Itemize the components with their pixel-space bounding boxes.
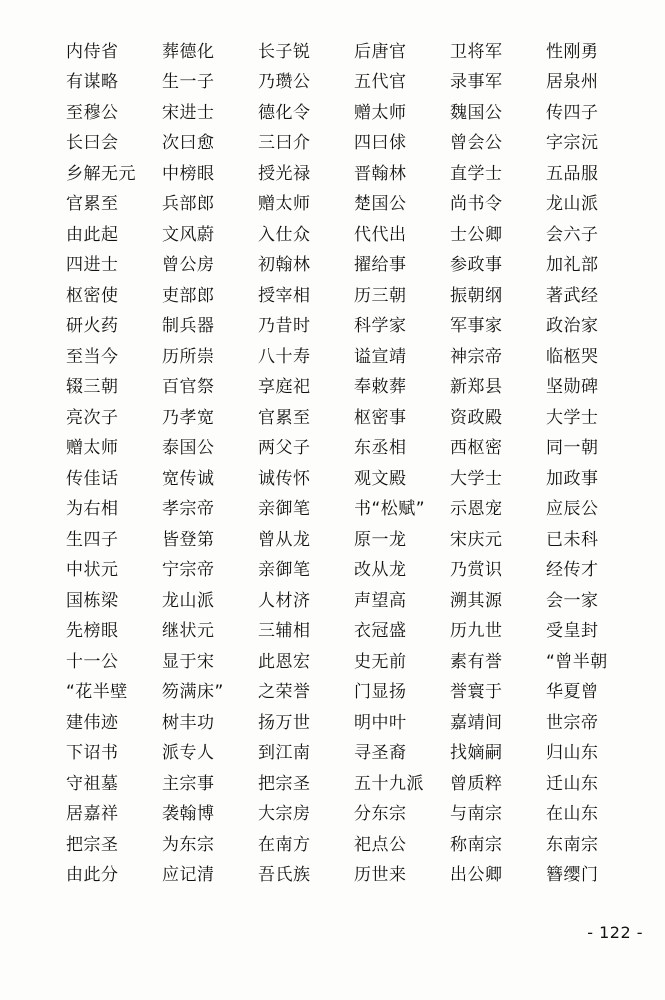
- verse-phrase: 孝宗帝: [162, 499, 215, 520]
- verse-phrase: 大学士: [546, 407, 599, 428]
- verse-phrase: 赠太师: [258, 194, 311, 215]
- verse-phrase: 世宗帝: [546, 712, 599, 733]
- verse-row: [66, 281, 626, 312]
- verse-phrase: 把宗圣: [66, 834, 119, 855]
- verse-phrase: 龙山派: [546, 194, 599, 215]
- verse-phrase: 溯其源: [450, 590, 503, 611]
- verse-phrase: 长曰会: [66, 133, 119, 154]
- verse-phrase: 性刚勇: [546, 41, 599, 62]
- verse-phrase: 葬德化: [162, 41, 215, 62]
- verse-phrase: 归山东: [546, 743, 599, 764]
- verse-phrase: 长子锐: [258, 41, 311, 62]
- verse-phrase: 中榜眼: [162, 163, 215, 184]
- verse-phrase: 同一朝: [546, 438, 599, 459]
- verse-phrase: 四进士: [66, 255, 119, 276]
- verse-phrase: 辍三朝: [66, 377, 119, 398]
- verse-row: [66, 251, 626, 282]
- verse-row: [66, 861, 626, 892]
- verse-phrase: 诚传怀: [258, 468, 311, 489]
- verse-phrase: 赠太师: [66, 438, 119, 459]
- verse-phrase: 祀点公: [354, 834, 407, 855]
- verse-phrase: 分东宗: [354, 804, 407, 825]
- verse-row: [66, 800, 626, 831]
- verse-phrase: 吾氏族: [258, 865, 311, 886]
- verse-phrase: 生一子: [162, 72, 215, 93]
- verse-row: [66, 556, 626, 587]
- verse-phrase: 三辅相: [258, 621, 311, 642]
- verse-phrase: 原一龙: [354, 529, 407, 550]
- verse-phrase: 迁山东: [546, 773, 599, 794]
- verse-phrase: 改从龙: [354, 560, 407, 581]
- verse-phrase: 已未科: [546, 529, 599, 550]
- verse-phrase: 赠太师: [354, 102, 407, 123]
- verse-phrase: 枢密事: [354, 407, 407, 428]
- verse-phrase: 守祖墓: [66, 773, 119, 794]
- verse-phrase: 著武经: [546, 285, 599, 306]
- verse-phrase: 宽传诚: [162, 468, 215, 489]
- verse-phrase: 寻圣裔: [354, 743, 407, 764]
- verse-phrase: 会六子: [546, 224, 599, 245]
- verse-phrase: 到江南: [258, 743, 311, 764]
- verse-phrase: 坚勋碑: [546, 377, 599, 398]
- verse-phrase: “曾半朝: [546, 651, 608, 672]
- verse-row: [66, 37, 626, 68]
- verse-phrase: 吏部郎: [162, 285, 215, 306]
- verse-phrase: 人材济: [258, 590, 311, 611]
- verse-phrase: 五十九派: [354, 773, 424, 794]
- verse-phrase: 士公卿: [450, 224, 503, 245]
- verse-phrase: 三曰介: [258, 133, 311, 154]
- verse-phrase: 居泉州: [546, 72, 599, 93]
- verse-row: [66, 617, 626, 648]
- verse-phrase: 亲御笔: [258, 560, 311, 581]
- page-number: - 122 -: [587, 923, 643, 942]
- verse-phrase: 官累至: [258, 407, 311, 428]
- verse-phrase: 历三朝: [354, 285, 407, 306]
- verse-phrase: 加礼部: [546, 255, 599, 276]
- verse-phrase: 国栋梁: [66, 590, 119, 611]
- verse-phrase: 书“松赋”: [354, 499, 426, 520]
- verse-phrase: 把宗圣: [258, 773, 311, 794]
- verse-phrase: 授宰相: [258, 285, 311, 306]
- verse-phrase: 示恩宠: [450, 499, 503, 520]
- verse-phrase: 五品服: [546, 163, 599, 184]
- verse-phrase: 笏满床”: [162, 682, 224, 703]
- verse-row: [66, 739, 626, 770]
- verse-phrase: 皆登第: [162, 529, 215, 550]
- verse-phrase: 卫将军: [450, 41, 503, 62]
- verse-phrase: 宋进士: [162, 102, 215, 123]
- verse-phrase: 之荣誉: [258, 682, 311, 703]
- verse-phrase: 受皇封: [546, 621, 599, 642]
- verse-phrase: 奉敕葬: [354, 377, 407, 398]
- verse-phrase: 资政殿: [450, 407, 503, 428]
- verse-phrase: 泰国公: [162, 438, 215, 459]
- verse-phrase: 宋庆元: [450, 529, 503, 550]
- verse-phrase: 魏国公: [450, 102, 503, 123]
- verse-phrase: 两父子: [258, 438, 311, 459]
- verse-phrase: 官累至: [66, 194, 119, 215]
- verse-phrase: 楚国公: [354, 194, 407, 215]
- verse-row: [66, 68, 626, 99]
- verse-phrase: 授光禄: [258, 163, 311, 184]
- verse-phrase: 入仕众: [258, 224, 311, 245]
- verse-phrase: 有谋略: [66, 72, 119, 93]
- verse-row: [66, 159, 626, 190]
- verse-phrase: 声望高: [354, 590, 407, 611]
- verse-phrase: 出公卿: [450, 865, 503, 886]
- verse-phrase: 明中叶: [354, 712, 407, 733]
- verse-phrase: 簪缨门: [546, 865, 599, 886]
- verse-phrase: 科学家: [354, 316, 407, 337]
- verse-phrase: 曾公房: [162, 255, 215, 276]
- verse-phrase: 至当今: [66, 346, 119, 367]
- verse-phrase: 应辰公: [546, 499, 599, 520]
- verse-phrase: 显于宋: [162, 651, 215, 672]
- verse-phrase: 参政事: [450, 255, 503, 276]
- verse-phrase: 次曰愈: [162, 133, 215, 154]
- verse-phrase: 宁宗帝: [162, 560, 215, 581]
- verse-phrase: 至穆公: [66, 102, 119, 123]
- verse-phrase: 传四子: [546, 102, 599, 123]
- verse-row: [66, 220, 626, 251]
- verse-phrase: 十一公: [66, 651, 119, 672]
- verse-phrase: 亲御笔: [258, 499, 311, 520]
- verse-phrase: 大宗房: [258, 804, 311, 825]
- verse-row: [66, 342, 626, 373]
- verse-phrase: 为右相: [66, 499, 119, 520]
- verse-row: [66, 129, 626, 160]
- verse-phrase: 初翰林: [258, 255, 311, 276]
- verse-phrase: 在南方: [258, 834, 311, 855]
- verse-phrase: 文风蔚: [162, 224, 215, 245]
- verse-phrase: 代代出: [354, 224, 407, 245]
- verse-phrase: 乡解无元: [66, 163, 136, 184]
- verse-phrase: 树丰功: [162, 712, 215, 733]
- verse-phrase: 曾从龙: [258, 529, 311, 550]
- verse-phrase: 素有誉: [450, 651, 503, 672]
- verse-phrase: 继状元: [162, 621, 215, 642]
- verse-phrase: 会一家: [546, 590, 599, 611]
- verse-row: [66, 434, 626, 465]
- verse-phrase: 下诏书: [66, 743, 119, 764]
- verse-phrase: 经传才: [546, 560, 599, 581]
- verse-phrase: 东南宗: [546, 834, 599, 855]
- verse-row: [66, 495, 626, 526]
- verse-phrase: 亮次子: [66, 407, 119, 428]
- verse-phrase: 枢密使: [66, 285, 119, 306]
- verse-phrase: 历所崇: [162, 346, 215, 367]
- verse-row: [66, 464, 626, 495]
- verse-phrase: 乃瓒公: [258, 72, 311, 93]
- verse-phrase: 字宗沅: [546, 133, 599, 154]
- verse-phrase: 内侍省: [66, 41, 119, 62]
- verse-phrase: 此恩宏: [258, 651, 311, 672]
- verse-phrase: 百官祭: [162, 377, 215, 398]
- verse-row: [66, 586, 626, 617]
- verse-phrase: 神宗帝: [450, 346, 503, 367]
- verse-row: [66, 98, 626, 129]
- verse-row: [66, 678, 626, 709]
- verse-phrase: 主宗事: [162, 773, 215, 794]
- verse-phrase: 建伟迹: [66, 712, 119, 733]
- verse-phrase: 在山东: [546, 804, 599, 825]
- verse-phrase: 观文殿: [354, 468, 407, 489]
- verse-phrase: 袭翰博: [162, 804, 215, 825]
- verse-phrase: 直学士: [450, 163, 503, 184]
- verse-phrase: 应记清: [162, 865, 215, 886]
- verse-phrase: 乃赏识: [450, 560, 503, 581]
- verse-phrase: 兵部郎: [162, 194, 215, 215]
- verse-phrase: 振朝纲: [450, 285, 503, 306]
- verse-phrase: 研火药: [66, 316, 119, 337]
- verse-phrase: 新郑县: [450, 377, 503, 398]
- verse-phrase: 临柩哭: [546, 346, 599, 367]
- verse-phrase: 誉寰于: [450, 682, 503, 703]
- verse-row: [66, 769, 626, 800]
- verse-phrase: 加政事: [546, 468, 599, 489]
- verse-phrase: 四曰俅: [354, 133, 407, 154]
- verse-phrase: 军事家: [450, 316, 503, 337]
- verse-phrase: 龙山派: [162, 590, 215, 611]
- verse-phrase: 八十寿: [258, 346, 311, 367]
- verse-phrase: 与南宗: [450, 804, 503, 825]
- verse-phrase: 衣冠盛: [354, 621, 407, 642]
- verse-phrase: 尚书令: [450, 194, 503, 215]
- verse-row: [66, 190, 626, 221]
- verse-phrase: 晋翰林: [354, 163, 407, 184]
- verse-row: [66, 312, 626, 343]
- verse-row: [66, 403, 626, 434]
- verse-phrase: 东丞相: [354, 438, 407, 459]
- verse-phrase: 历世来: [354, 865, 407, 886]
- verse-phrase: 乃孝宽: [162, 407, 215, 428]
- verse-phrase: 先榜眼: [66, 621, 119, 642]
- verse-grid: [66, 37, 626, 891]
- verse-phrase: 由此起: [66, 224, 119, 245]
- verse-phrase: 大学士: [450, 468, 503, 489]
- verse-phrase: 由此分: [66, 865, 119, 886]
- verse-row: [66, 647, 626, 678]
- verse-row: [66, 525, 626, 556]
- verse-phrase: 曾质粹: [450, 773, 503, 794]
- verse-phrase: 传佳话: [66, 468, 119, 489]
- verse-phrase: 居嘉祥: [66, 804, 119, 825]
- verse-row: [66, 373, 626, 404]
- verse-phrase: 门显扬: [354, 682, 407, 703]
- verse-phrase: 录事军: [450, 72, 503, 93]
- verse-phrase: 为东宗: [162, 834, 215, 855]
- verse-phrase: 派专人: [162, 743, 215, 764]
- verse-phrase: 称南宗: [450, 834, 503, 855]
- verse-phrase: 史无前: [354, 651, 407, 672]
- verse-phrase: 德化令: [258, 102, 311, 123]
- verse-phrase: 华夏曾: [546, 682, 599, 703]
- verse-phrase: 中状元: [66, 560, 119, 581]
- verse-phrase: 曾会公: [450, 133, 503, 154]
- verse-phrase: 享庭祀: [258, 377, 311, 398]
- verse-phrase: 擢给事: [354, 255, 407, 276]
- verse-phrase: 五代官: [354, 72, 407, 93]
- verse-phrase: 嘉靖间: [450, 712, 503, 733]
- verse-phrase: 谥宣靖: [354, 346, 407, 367]
- verse-phrase: 西枢密: [450, 438, 503, 459]
- verse-phrase: 政治家: [546, 316, 599, 337]
- verse-phrase: 后唐官: [354, 41, 407, 62]
- verse-row: [66, 708, 626, 739]
- verse-phrase: 扬万世: [258, 712, 311, 733]
- verse-phrase: 生四子: [66, 529, 119, 550]
- verse-phrase: 乃昔时: [258, 316, 311, 337]
- verse-phrase: 历九世: [450, 621, 503, 642]
- verse-phrase: 制兵器: [162, 316, 215, 337]
- verse-row: [66, 830, 626, 861]
- verse-phrase: 找嫡嗣: [450, 743, 503, 764]
- verse-phrase: “花半壁: [66, 682, 128, 703]
